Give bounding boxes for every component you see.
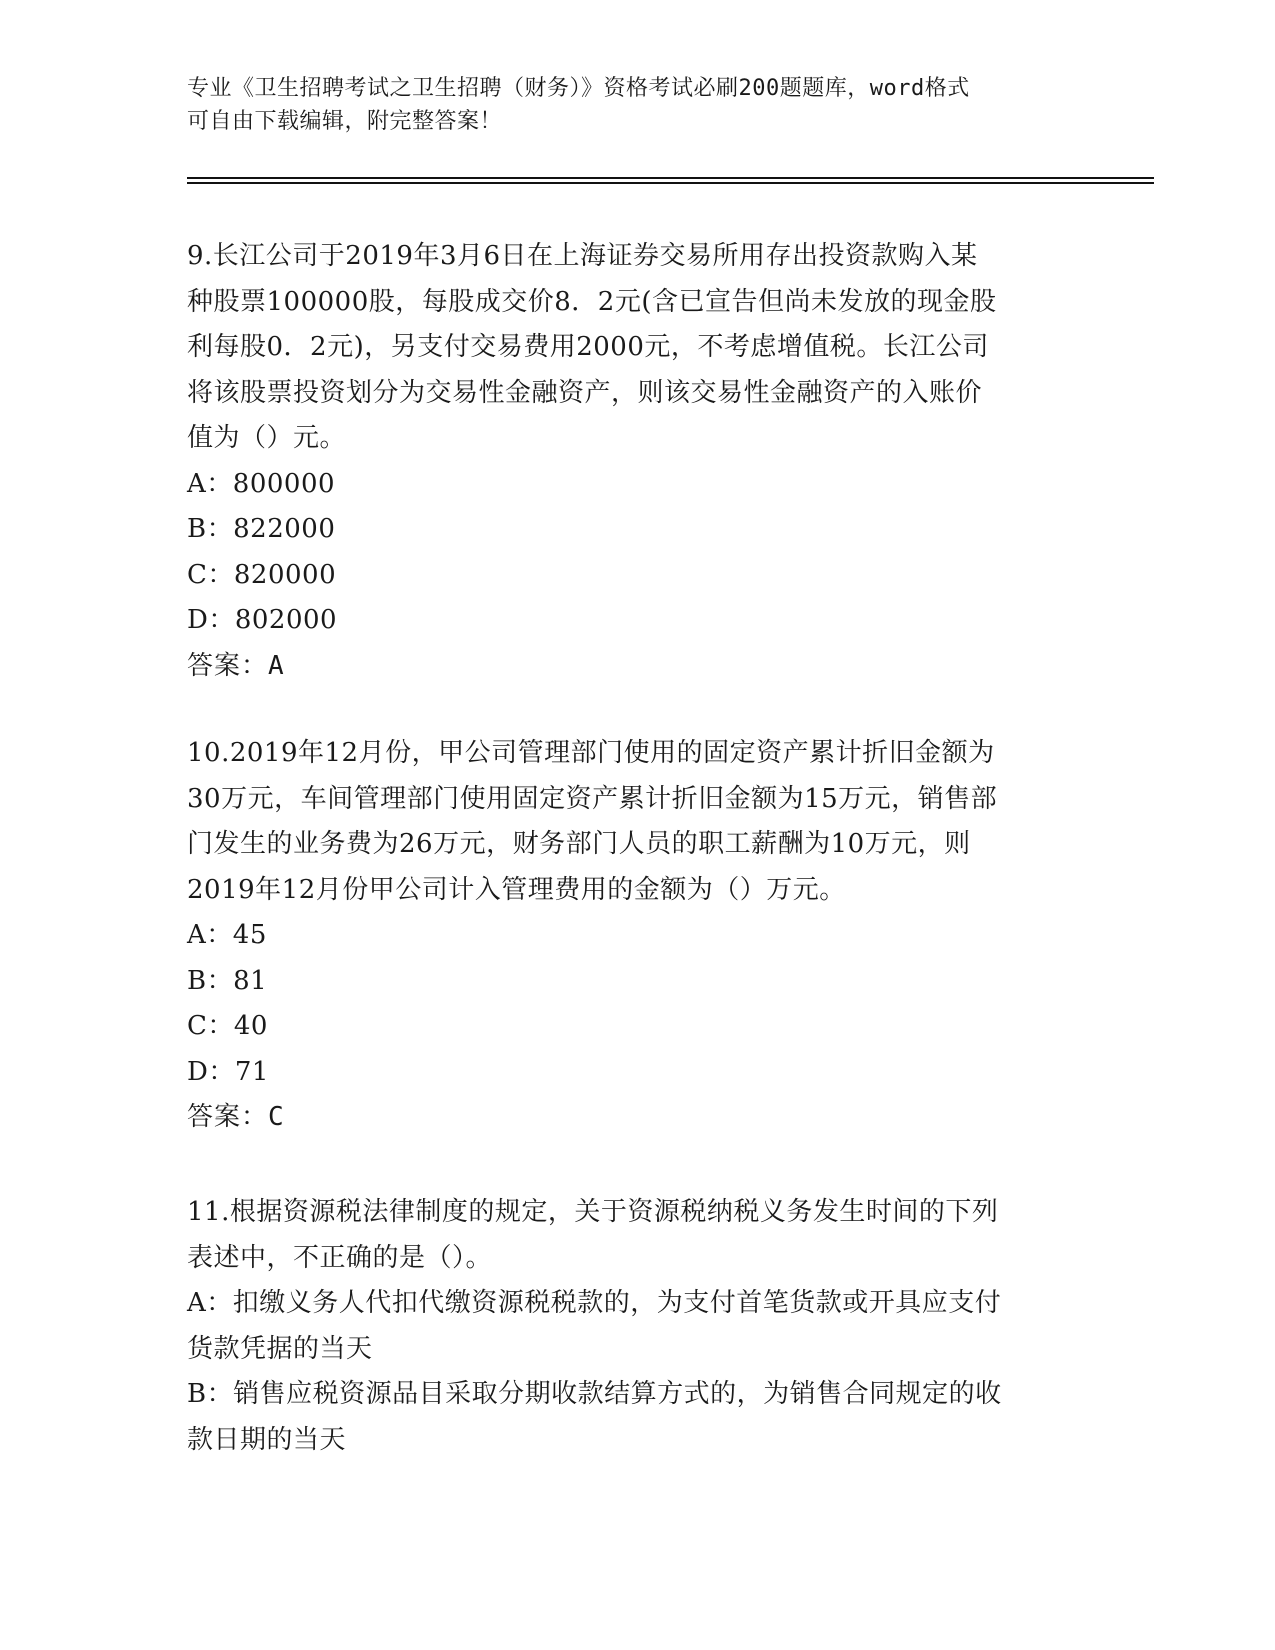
question-stem-line: 11.根据资源税法律制度的规定，关于资源税纳税义务发生时间的下列: [187, 1197, 999, 1227]
header-line-1: 专业《卫生招聘考试之卫生招聘（财务）》资格考试必刷200题题库，word格式: [187, 76, 970, 101]
question-stem-line: 值为（）元。: [187, 423, 347, 453]
option-b: B：81: [187, 965, 268, 996]
header-divider-bottom: [187, 182, 1154, 184]
question-stem-line: 2019年12月份甲公司计入管理费用的金额为（）万元。: [187, 874, 846, 905]
document-header: [187, 72, 1067, 138]
option-a-continued: 货款凭据的当天: [187, 1333, 373, 1364]
question-stem-line: 10.2019年12月份，甲公司管理部门使用的固定资产累计折旧金额为: [187, 738, 995, 768]
option-a: A：扣缴义务人代扣代缴资源税税款的，为支付首笔货款或开具应支付: [187, 1288, 1002, 1318]
question-stem-line: 门发生的业务费为26万元，财务部门人员的职工薪酬为10万元，则: [187, 829, 971, 859]
question-stem-line: 利每股0．2元)，另支付交易费用2000元，不考虑增值税。长江公司: [187, 332, 989, 362]
question-stem-line: 将该股票投资划分为交易性金融资产，则该交易性金融资产的入账价: [187, 377, 983, 408]
option-b-continued: 款日期的当天: [187, 1424, 347, 1455]
option-d: D：71: [187, 1056, 269, 1087]
question-10: [187, 731, 1087, 1141]
option-d: D：802000: [187, 605, 338, 635]
question-stem-line: 30万元，车间管理部门使用固定资产累计折旧金额为15万元，销售部: [187, 783, 998, 814]
answer: 答案：A: [187, 650, 285, 681]
option-a: A：800000: [187, 468, 336, 499]
option-b: B：822000: [187, 514, 336, 544]
question-9: [187, 234, 1087, 689]
option-c: C：40: [187, 1011, 268, 1041]
option-a: A：45: [187, 920, 267, 950]
header-divider-top: [187, 177, 1154, 179]
header-line-2: 可自由下载编辑，附完整答案！: [187, 109, 503, 134]
option-b: B：销售应税资源品目采取分期收款结算方式的，为销售合同规定的收: [187, 1379, 1002, 1409]
question-11: [187, 1190, 1087, 1463]
option-c: C：820000: [187, 559, 337, 590]
question-stem-line: 种股票100000股，每股成交价8．2元(含已宣告但尚未发放的现金股: [187, 286, 997, 317]
question-stem-line: 表述中，不正确的是（）。: [187, 1242, 493, 1273]
question-stem-line: 9.长江公司于2019年3月6日在上海证券交易所用存出投资款购入某: [187, 241, 978, 271]
answer: 答案：C: [187, 1102, 285, 1132]
